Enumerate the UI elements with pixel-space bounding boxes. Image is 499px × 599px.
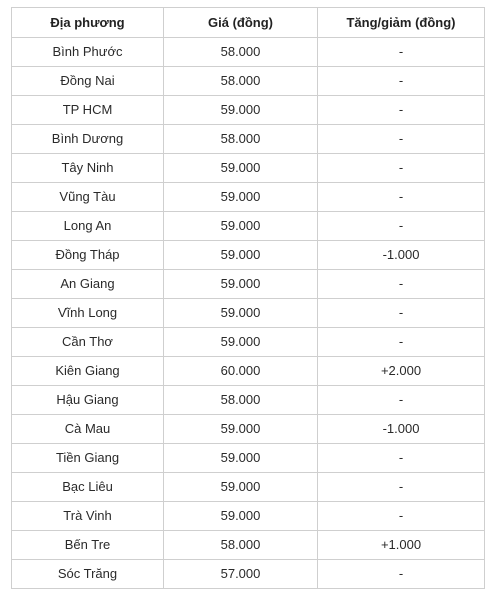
cell-change: -: [318, 560, 485, 589]
cell-region: Cà Mau: [12, 415, 164, 444]
cell-region: Bến Tre: [12, 531, 164, 560]
cell-price: 58.000: [164, 125, 318, 154]
cell-region: Đồng Nai: [12, 67, 164, 96]
cell-change: -: [318, 154, 485, 183]
cell-change: -: [318, 328, 485, 357]
cell-change: -: [318, 444, 485, 473]
cell-price: 58.000: [164, 38, 318, 67]
table-row: [12, 328, 485, 357]
table-row: [12, 212, 485, 241]
cell-price: 59.000: [164, 241, 318, 270]
table-row: [12, 154, 485, 183]
cell-change: -: [318, 270, 485, 299]
cell-change: -: [318, 38, 485, 67]
cell-region: Sóc Trăng: [12, 560, 164, 589]
cell-region: TP HCM: [12, 96, 164, 125]
cell-region: Bình Phước: [12, 38, 164, 67]
cell-price: 59.000: [164, 212, 318, 241]
cell-change: -: [318, 473, 485, 502]
cell-price: 59.000: [164, 473, 318, 502]
cell-change: -1.000: [318, 415, 485, 444]
cell-region: Bạc Liêu: [12, 473, 164, 502]
table-row: [12, 183, 485, 212]
table-row: [12, 560, 485, 589]
header-price: Giá (đồng): [164, 8, 318, 38]
cell-region: Kiên Giang: [12, 357, 164, 386]
cell-price: 59.000: [164, 154, 318, 183]
cell-change: -: [318, 299, 485, 328]
table-body: [12, 38, 485, 589]
cell-change: -: [318, 183, 485, 212]
table-row: [12, 531, 485, 560]
table-row: [12, 96, 485, 125]
table-row: [12, 473, 485, 502]
cell-price: 59.000: [164, 96, 318, 125]
cell-change: -: [318, 125, 485, 154]
table-row: [12, 67, 485, 96]
cell-change: -: [318, 67, 485, 96]
table-row: [12, 502, 485, 531]
cell-change: +1.000: [318, 531, 485, 560]
cell-price: 58.000: [164, 531, 318, 560]
table-header-row: [12, 8, 485, 38]
cell-change: -: [318, 212, 485, 241]
cell-price: 59.000: [164, 328, 318, 357]
table-row: [12, 125, 485, 154]
table-row: [12, 270, 485, 299]
cell-price: 60.000: [164, 357, 318, 386]
cell-region: Long An: [12, 212, 164, 241]
cell-region: Trà Vinh: [12, 502, 164, 531]
cell-region: Tây Ninh: [12, 154, 164, 183]
cell-change: -1.000: [318, 241, 485, 270]
cell-region: Bình Dương: [12, 125, 164, 154]
table-row: [12, 444, 485, 473]
cell-region: Vũng Tàu: [12, 183, 164, 212]
cell-region: Vĩnh Long: [12, 299, 164, 328]
cell-region: An Giang: [12, 270, 164, 299]
cell-price: 59.000: [164, 502, 318, 531]
price-table-container: [11, 7, 484, 589]
cell-change: -: [318, 96, 485, 125]
table-row: [12, 415, 485, 444]
table-row: [12, 241, 485, 270]
table-row: [12, 299, 485, 328]
header-change: Tăng/giảm (đồng): [318, 8, 485, 38]
table-row: [12, 38, 485, 67]
cell-change: +2.000: [318, 357, 485, 386]
cell-price: 58.000: [164, 386, 318, 415]
table-row: [12, 386, 485, 415]
cell-region: Tiền Giang: [12, 444, 164, 473]
cell-change: -: [318, 386, 485, 415]
cell-price: 59.000: [164, 183, 318, 212]
cell-change: -: [318, 502, 485, 531]
cell-region: Hậu Giang: [12, 386, 164, 415]
cell-price: 59.000: [164, 415, 318, 444]
table-row: [12, 357, 485, 386]
cell-price: 59.000: [164, 270, 318, 299]
cell-region: Đồng Tháp: [12, 241, 164, 270]
cell-region: Cần Thơ: [12, 328, 164, 357]
cell-price: 57.000: [164, 560, 318, 589]
cell-price: 58.000: [164, 67, 318, 96]
price-table: [11, 7, 485, 589]
header-region: Địa phương: [12, 8, 164, 38]
cell-price: 59.000: [164, 444, 318, 473]
cell-price: 59.000: [164, 299, 318, 328]
